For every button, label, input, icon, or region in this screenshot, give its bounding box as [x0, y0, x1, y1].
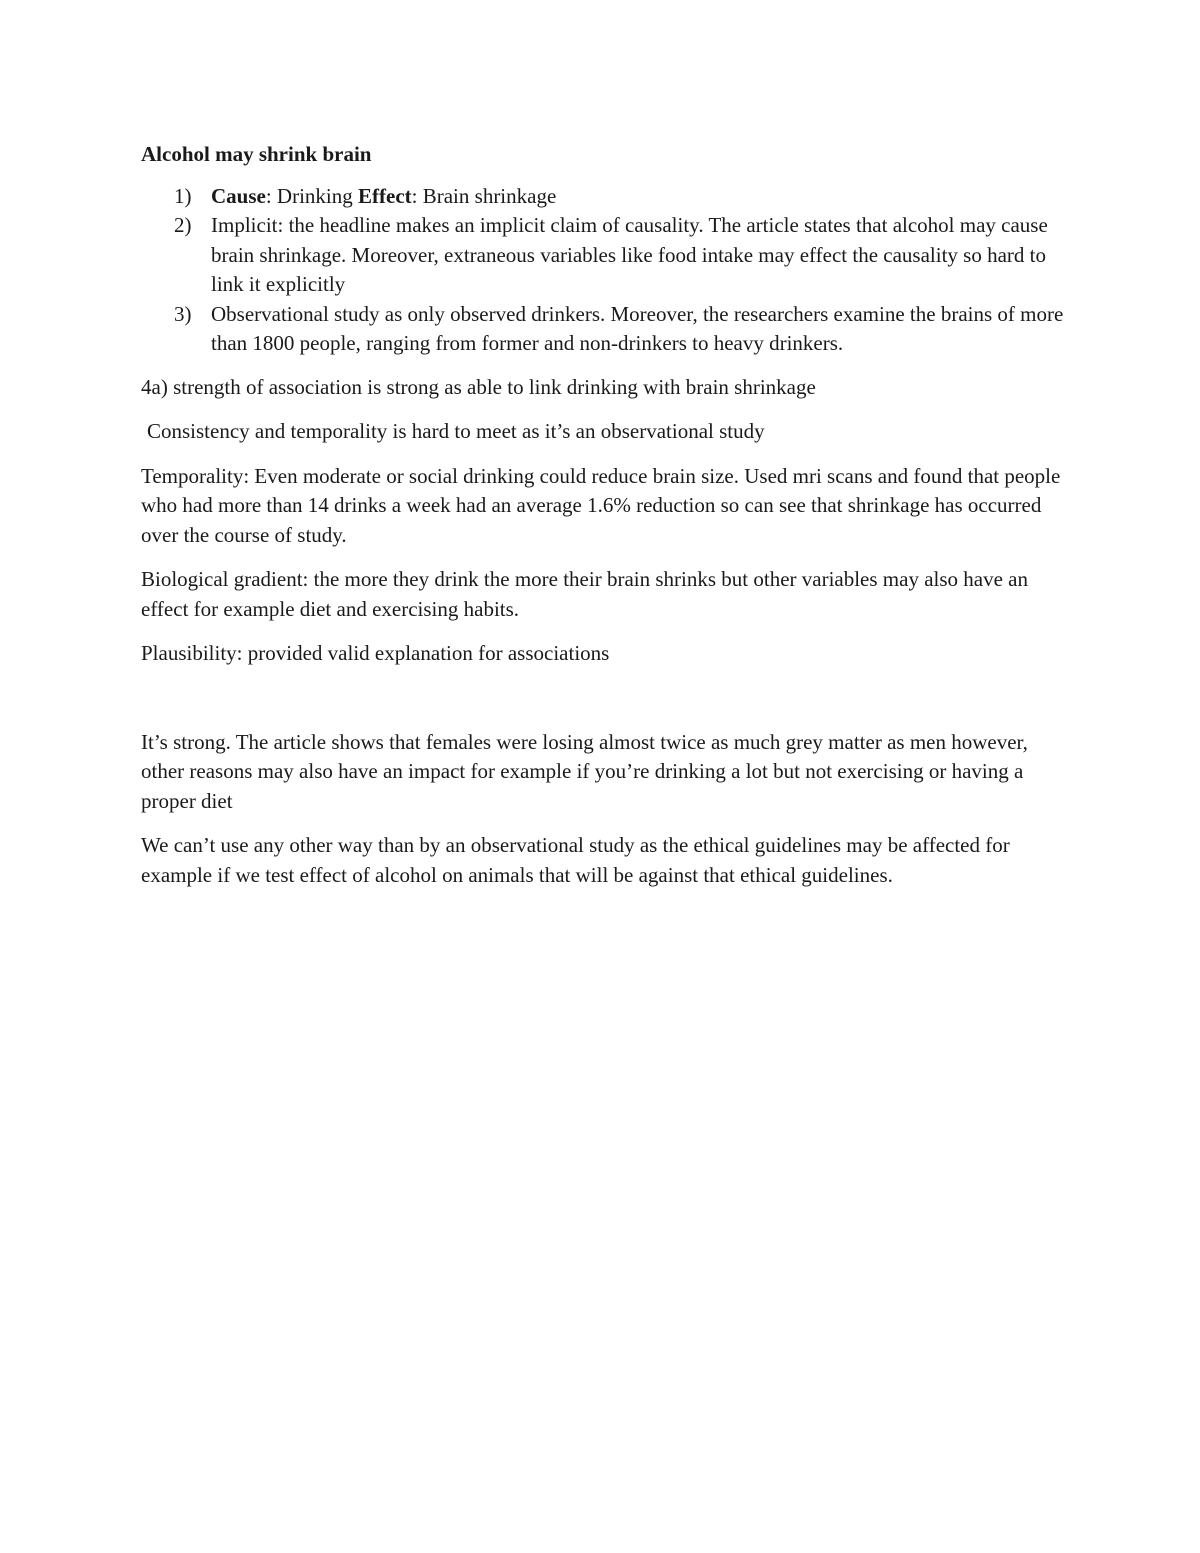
cause-text: : Drinking [265, 183, 359, 208]
list-item [141, 300, 1071, 359]
list-number: 3) [174, 301, 192, 326]
paragraph-strong: It’s strong. The article shows that females were losing almost twice as much grey matter as men however, other reasons may also have an impact for example if you’re drinking a lot but not exercising or having a proper diet [141, 729, 1028, 813]
paragraph-temporality: Temporality: Even moderate or social drinking could reduce brain size. Used mri scans and found that people who had more than 14 drinks a week had an average 1.6% reduction so can see that shrinkage has occurred over the course of study. [141, 463, 1061, 547]
paragraph-plausibility: Plausibility: provided valid explanation for associations [141, 641, 610, 665]
spacer [141, 684, 1071, 728]
list-item-text: Implicit: the headline makes an implicit claim of causality. The article states that alcohol may cause brain shrinkage. Moreover, extraneous variables like food intake may effect the causality so hard to link it explicitly [211, 213, 1048, 296]
list-item [141, 182, 1071, 212]
list-item-text: Observational study as only observed drinkers. Moreover, the researchers examine the brains of more than 1800 people, ranging from former and non-drinkers to heavy drinkers. [211, 301, 1064, 355]
effect-text: : Brain shrinkage [411, 183, 557, 208]
list-number: 1) [174, 183, 192, 208]
effect-label: Effect [358, 183, 412, 208]
document-title: Alcohol may shrink brain [141, 142, 372, 166]
list-number: 2) [174, 213, 192, 237]
paragraph-consistency: Consistency and temporality is hard to meet as it’s an observational study [147, 419, 765, 443]
paragraph-strength: 4a) strength of association is strong as able to link drinking with brain shrinkage [141, 374, 816, 399]
document-body [141, 140, 1071, 905]
answer-list [141, 182, 1071, 359]
cause-label: Cause [211, 183, 266, 208]
paragraph-biological-gradient: Biological gradient: the more they drink the more their brain shrinks but other variables may also have an effect for example diet and exercising habits. [141, 567, 1028, 621]
list-item [141, 211, 1071, 300]
paragraph-ethics: We can’t use any other way than by an observational study as the ethical guidelines may be affected for example if we test effect of alcohol on animals that will be against that ethical guidelines. [141, 833, 1010, 887]
